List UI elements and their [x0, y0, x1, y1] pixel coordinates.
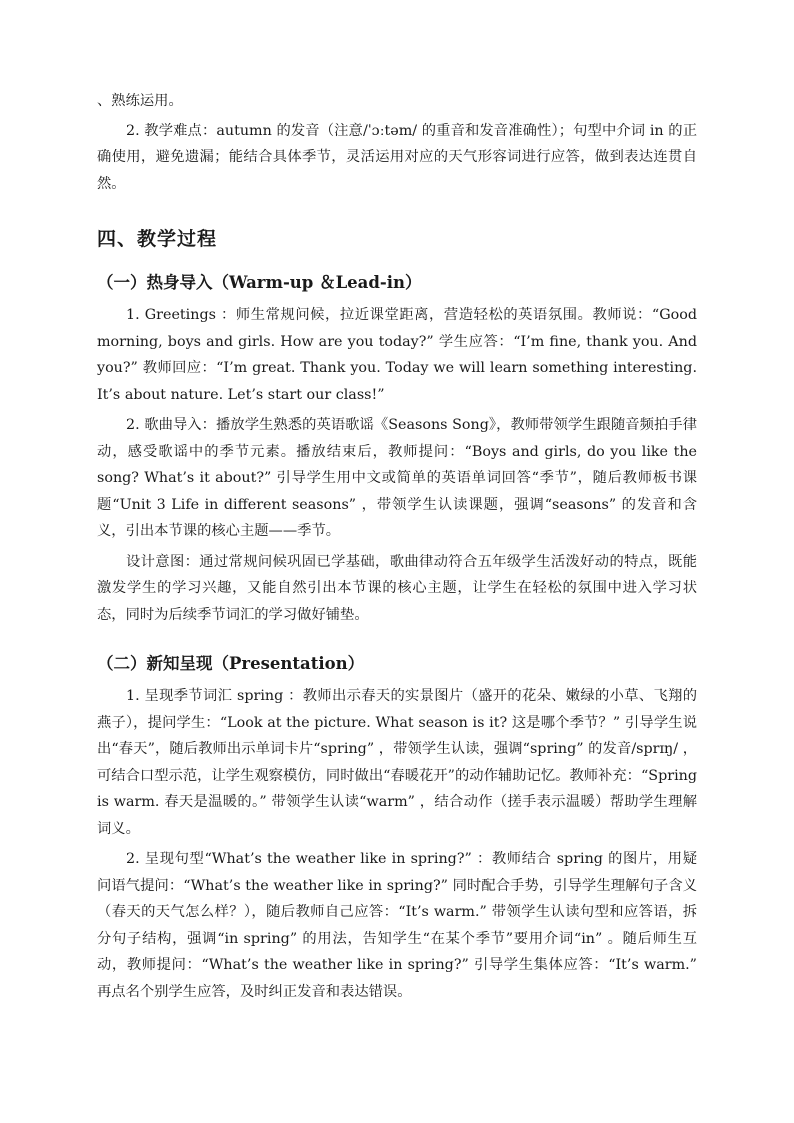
paragraph-song-lead-in: 2. 歌曲导入：播放学生熟悉的英语歌谣《Seasons Song》，教师带领学生跟随音频拍手律动，感受歌谣中的季节元素。播放结束后，教师提问：“Boys and girls, do you like the song? What’s it about?” 引导学生用中文或简单的英语单词回答“季节”，随后教师板书课题“Unit 3 Life in different seasons” ，带领学生认读课题，强调“seasons” 的发音和含义，引出本节课的核心主题——季节。 [97, 417, 697, 539]
section-heading-teaching-process: 四、教学过程 [97, 228, 218, 250]
paragraph-greetings: 1. Greetings ：师生常规问候，拉近课堂距离，营造轻松的英语氛围。教师说：“Good morning, boys and girls. How are you today?” 学生应答：“I’m fine, thank you. And you?” 教师回应：“I’m great. Thank you. Today we will learn something interesting. It’s about nature. Let’s start our class!” [97, 307, 697, 403]
paragraph-continuation: 、熟练运用。 [97, 93, 183, 109]
paragraph-design-intent: 设计意图：通过常规问候巩固已学基础，歌曲律动符合五年级学生活泼好动的特点，既能激发学生的学习兴趣，又能自然引出本节课的核心主题，让学生在轻松的氛围中进入学习状态，同时为后续季节词汇的学习做好铺垫。 [97, 553, 697, 623]
paragraph-spring-vocabulary: 1. 呈现季节词汇 spring ：教师出示春天的实景图片（盛开的花朵、嫩绿的小草、飞翔的燕子），提问学生：“Look at the picture. What season is it? 这是哪个季节？” 引导学生说出“春天”，随后教师出示单词卡片“spring” ，带领学生认读，强调“spring” 的发音/sprɪŋ/ ，可结合口型示范，让学生观察模仿，同时做出“春暖花开”的动作辅助记忆。教师补充：“Spring is warm. 春天是温暖的。” 带领学生认读“warm” ，结合动作（搓手表示温暖）帮助学生理解词义。 [97, 688, 697, 837]
paragraph-teaching-difficulty: 2. 教学难点：autumn 的发音（注意/ˈɔːtəm/ 的重音和发音准确性）；句型中介词 in 的正确使用，避免遗漏；能结合具体季节，灵活运用对应的天气形容词进行应答，做到表达连贯自然。 [97, 122, 697, 192]
paragraph-weather-sentence: 2. 呈现句型“What’s the weather like in spring?” ：教师结合 spring 的图片，用疑问语气提问：“What’s the weather like in spring?” 同时配合手势，引导学生理解句子含义（春天的天气怎么样？），随后教师自己应答：“It’s warm.” 带领学生认读句型和应答语，拆分句子结构，强调“in spring” 的用法，告知学生“在某个季节”要用介词“in” 。随后师生互动，教师提问：“What’s the weather like in spring?” 引导学生集体应答：“It’s warm.” 再点名个别学生应答，及时纠正发音和表达错误。 [97, 851, 697, 1000]
subsection-heading-warm-up: （一）热身导入（Warm-up ＆Lead-in） [97, 273, 422, 292]
document-page [97, 88, 697, 1005]
subsection-heading-presentation: （二）新知呈现（Presentation） [97, 654, 365, 673]
